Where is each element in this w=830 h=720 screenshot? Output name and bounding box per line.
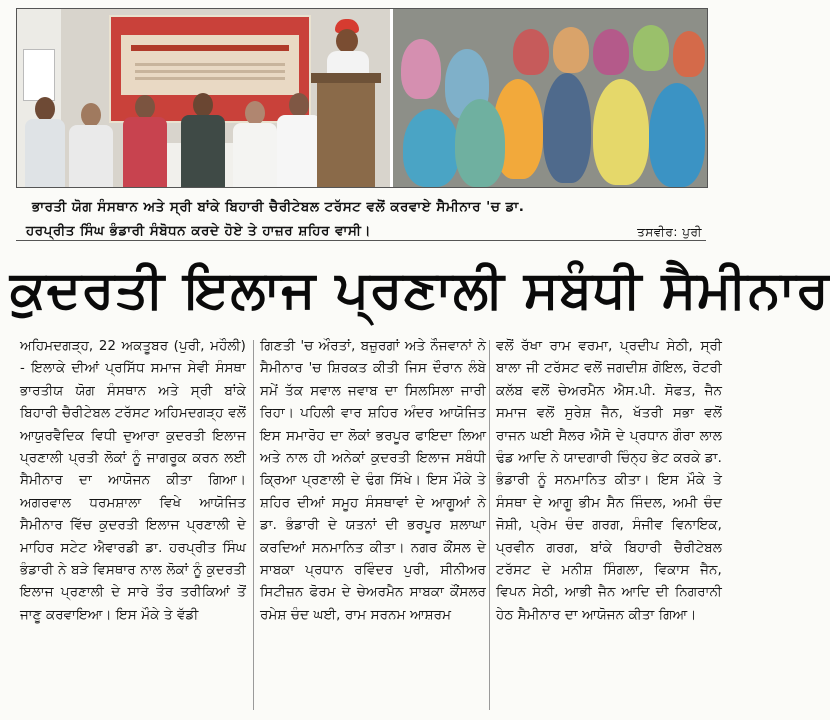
article-column-3: ਵਲੋਂ ਰੱਖਾ ਰਾਮ ਵਰਮਾ, ਪ੍ਰਦੀਪ ਸੇਠੀ, ਸ੍ਰੀ ਬਾਲਾ ਜੀ ਟਰੱਸਟ ਵਲੋਂ ਜਗਦੀਸ਼ ਗੋਇਲ, ਰੋਟਰੀ ਕਲੱਬ ਵਲੋਂ ਚੇਅਰਮੈਨ ਐਸ.ਪੀ. ਸੋਫਤ, ਜੈਨ ਸਮਾਜ ਵਲੋਂ ਸੁਰੇਸ਼ ਜੈਨ, ਖੱਤਰੀ ਸਭਾ ਵਲੋਂ ਰਾਜਨ ਘਈ ਸੈਲਰ ਐਸੋ ਦੇ ਪ੍ਰਧਾਨ ਗੌਰਾ ਲਾਲ ਢੰਡ ਆਦਿ ਨੇ ਯਾਦਗਾਰੀ ਚਿੰਨ੍ਹ ਭੇਟ ਕਰਕੇ ਡਾ. ਭੰਡਾਰੀ ਨੂੰ ਸਨਮਾਨਿਤ ਕੀਤਾ। ਇਸ ਮੌਕੇ ਤੇ ਸੰਸਥਾ ਦੇ ਆਗੂ ਭੀਮ ਸੈਨ ਜਿੰਦਲ, ਅਮੀ ਚੰਦ ਜੋਸ਼ੀ, ਪ੍ਰੇਮ ਚੰਦ ਗਰਗ, ਸੰਜੀਵ ਵਿਨਾਇਕ, ਪ੍ਰਵੀਨ ਗਰਗ, ਬਾਂਕੇ ਬਿਹਾਰੀ ਚੈਰੀਟੇਬਲ ਟਰੱਸਟ ਦੇ ਮਨੀਸ਼ ਸਿੰਗਲਾ, ਵਿਕਾਸ ਜੈਨ, ਵਿਪਨ ਸੇਠੀ, ਆਭੀ ਜੈਨ ਆਦਿ ਦੀ ਨਿਗਰਾਨੀ ਹੇਠ ਸੈਮੀਨਾਰ ਦਾ ਆਯੋਜਨ ਕੀਤਾ ਗਿਆ।: [496, 339, 722, 623]
article-column-2: ਗਿਣਤੀ 'ਚ ਔਰਤਾਂ, ਬਜ਼ੁਰਗਾਂ ਅਤੇ ਨੌਜਵਾਨਾਂ ਨੇ ਸੈਮੀਨਾਰ 'ਚ ਸ਼ਿਰਕਤ ਕੀਤੀ ਜਿਸ ਦੌਰਾਨ ਲੰਬੇ ਸਮੇਂ ਤੱਕ ਸਵਾਲ ਜਵਾਬ ਦਾ ਸਿਲਸਿਲਾ ਜਾਰੀ ਰਿਹਾ। ਪਹਿਲੀ ਵਾਰ ਸ਼ਹਿਰ ਅੰਦਰ ਆਯੋਜਿਤ ਇਸ ਸਮਾਰੋਹ ਦਾ ਲੋਕਾਂ ਭਰਪੂਰ ਫਾਇਦਾ ਲਿਆ ਅਤੇ ਨਾਲ ਹੀ ਅਨੇਕਾਂ ਕੁਦਰਤੀ ਇਲਾਜ ਸਬੰਧੀ ਕ੍ਰਿਆ ਪ੍ਰਣਾਲੀ ਦੇ ਢੰਗ ਸਿੱਖੇ। ਇਸ ਮੌਕੇ ਤੇ ਸ਼ਹਿਰ ਦੀਆਂ ਸਮੂਹ ਸੰਸਥਾਵਾਂ ਦੇ ਆਗੂਆਂ ਨੇ ਡਾ. ਭੰਡਾਰੀ ਦੇ ਯਤਨਾਂ ਦੀ ਭਰਪੂਰ ਸ਼ਲਾਘਾ ਕਰਦਿਆਂ ਸਨਮਾਨਿਤ ਕੀਤਾ। ਨਗਰ ਕੌਂਸਲ ਦੇ ਸਾਬਕਾ ਪ੍ਰਧਾਨ ਰਵਿੰਦਰ ਪੁਰੀ, ਸੀਨੀਅਰ ਸਿਟੀਜ਼ਨ ਫੋਰਮ ਦੇ ਚੇਅਰਮੈਨ ਸਾਬਕਾ ਕੌਂਸਲਰ ਰਮੇਸ਼ ਚੰਦ ਘਈ, ਰਾਮ ਸਰਨਮ ਆਸ਼ਰਮ: [260, 339, 486, 623]
headline: ਕੁਦਰਤੀ ਇਲਾਜ ਪ੍ਰਣਾਲੀ ਸਬੰਧੀ ਸੈਮੀਨਾਰ: [10, 260, 830, 320]
photo-caption: [16, 196, 706, 242]
photo-credit: ਤਸਵੀਰ: ਪੁਰੀ: [637, 225, 702, 239]
speaker-head: [336, 29, 358, 53]
column-divider: [253, 340, 254, 710]
column-divider: [489, 340, 490, 710]
caption-line-1: ਭਾਰਤੀ ਯੋਗ ਸੰਸਥਾਨ ਅਤੇ ਸ੍ਰੀ ਬਾਂਕੇ ਬਿਹਾਰੀ ਚੈਰੀਟੇਬਲ ਟਰੱਸਟ ਵਲੋਂ ਕਰਵਾਏ ਸੈਮੀਨਾਰ 'ਚ ਡਾ.: [32, 199, 525, 215]
audience-crowd: [393, 9, 707, 187]
news-photo: [16, 8, 708, 188]
article-body: [12, 336, 722, 716]
caption-line-2: ਹਰਪ੍ਰੀਤ ਸਿੰਘ ਭੰਡਾਰੀ ਸੰਬੋਧਨ ਕਰਦੇ ਹੋਏ ਤੇ ਹਾਜ਼ਰ ਸ਼ਹਿਰ ਵਾਸੀ।: [26, 223, 372, 239]
article-column-1: ਅਹਿਮਦਗੜ੍ਹ, 22 ਅਕਤੂਬਰ (ਪੁਰੀ, ਮਹੌਲੀ) - ਇਲਾਕੇ ਦੀਆਂ ਪ੍ਰਸਿੱਧ ਸਮਾਜ ਸੇਵੀ ਸੰਸਥਾ ਭਾਰਤੀਯ ਯੋਗ ਸੰਸਥਾਨ ਅਤੇ ਸ੍ਰੀ ਬਾਂਕੇ ਬਿਹਾਰੀ ਚੈਰੀਟੇਬਲ ਟਰੱਸਟ ਅਹਿਮਦਗੜ੍ਹ ਵਲੋਂ ਆਯੁਰਵੈਦਿਕ ਵਿਧੀ ਦੁਆਰਾ ਕੁਦਰਤੀ ਇਲਾਜ ਪ੍ਰਣਾਲੀ ਪ੍ਰਤੀ ਲੋਕਾਂ ਨੂੰ ਜਾਗਰੂਕ ਕਰਨ ਲਈ ਸੈਮੀਨਾਰ ਦਾ ਆਯੋਜਨ ਕੀਤਾ ਗਿਆ। ਅਗਰਵਾਲ ਧਰਮਸ਼ਾਲਾ ਵਿਖੇ ਆਯੋਜਿਤ ਸੈਮੀਨਾਰ ਵਿੱਚ ਕੁਦਰਤੀ ਇਲਾਜ ਪ੍ਰਣਾਲੀ ਦੇ ਮਾਹਿਰ ਸਟੇਟ ਐਵਾਰਡੀ ਡਾ. ਹਰਪ੍ਰੀਤ ਸਿੰਘ ਭੰਡਾਰੀ ਨੇ ਬੜੇ ਵਿਸਥਾਰ ਨਾਲ ਲੋਕਾਂ ਨੂੰ ਕੁਦਰਤੀ ਇਲਾਜ ਪ੍ਰਣਾਲੀ ਦੇ ਸਾਰੇ ਤੌਰ ਤਰੀਕਿਆਂ ਤੋਂ ਜਾਣੂ ਕਰਵਾਇਆ। ਇਸ ਮੌਕੇ ਤੇ ਵੱਡੀ: [20, 339, 246, 623]
seminar-stage-photo: [17, 9, 390, 187]
podium: [317, 73, 375, 187]
caption-divider: [16, 240, 706, 241]
